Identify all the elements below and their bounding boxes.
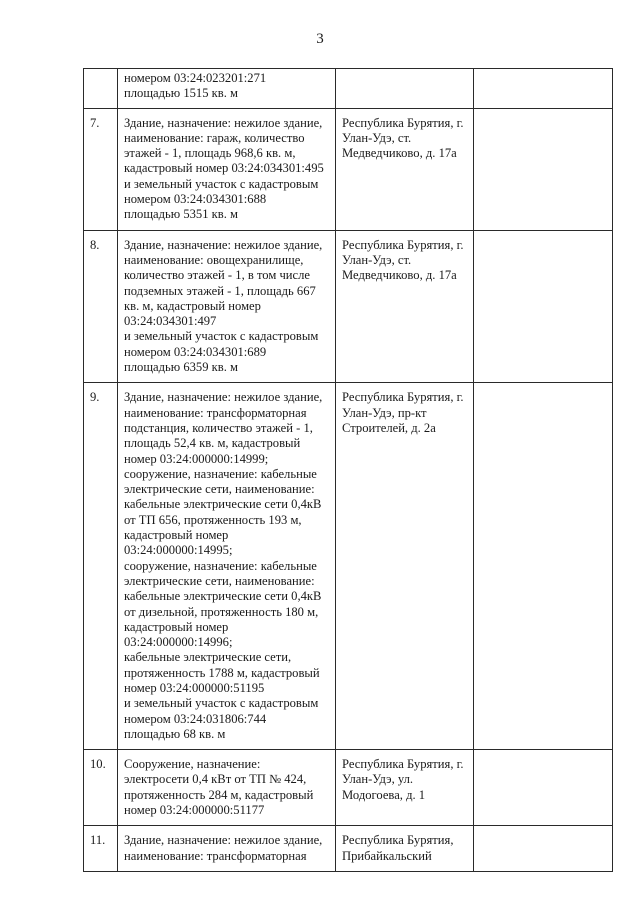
row-number: 9. [84, 383, 118, 750]
row-number [84, 69, 118, 109]
object-description: Здание, назначение: нежилое здание, наименование: трансформаторная [118, 826, 336, 872]
extra-cell [474, 383, 613, 750]
table-row [84, 750, 613, 826]
object-address: Республика Бурятия, г. Улан-Удэ, пр-кт Строителей, д. 2а [336, 383, 474, 750]
extra-cell [474, 69, 613, 109]
object-address [336, 69, 474, 109]
extra-cell [474, 108, 613, 230]
object-address: Республика Бурятия, Прибайкальский [336, 826, 474, 872]
object-description: Сооружение, назначение: электросети 0,4 кВт от ТП № 424, протяженность 284 м, кадастровый номер 03:24:000000:51177 [118, 750, 336, 826]
extra-cell [474, 750, 613, 826]
table-row [84, 383, 613, 750]
row-number: 8. [84, 230, 118, 383]
table-row [84, 230, 613, 383]
table-row [84, 108, 613, 230]
row-number: 11. [84, 826, 118, 872]
extra-cell [474, 826, 613, 872]
object-address: Республика Бурятия, г. Улан-Удэ, ст. Медведчиково, д. 17а [336, 108, 474, 230]
object-description: Здание, назначение: нежилое здание, наименование: овощехранилище, количество этажей - 1, в том числе подземных этажей - 1, площадь 667 кв. м, кадастровый номер 03:24:034301:497 и земельный участок с кадастровым номером 03:24:034301:689 площадью 6359 кв. м [118, 230, 336, 383]
row-number: 7. [84, 108, 118, 230]
property-table [83, 68, 613, 872]
table-row [84, 69, 613, 109]
object-description: номером 03:24:023201:271 площадью 1515 кв. м [118, 69, 336, 109]
table-row [84, 826, 613, 872]
object-description: Здание, назначение: нежилое здание, наименование: гараж, количество этажей - 1, площадь 968,6 кв. м, кадастровый номер 03:24:034301:495 и земельный участок с кадастровым номером 03:24:034301:688 площадью 5351 кв. м [118, 108, 336, 230]
extra-cell [474, 230, 613, 383]
object-address: Республика Бурятия, г. Улан-Удэ, ул. Модогоева, д. 1 [336, 750, 474, 826]
object-description: Здание, назначение: нежилое здание, наименование: трансформаторная подстанция, количество этажей - 1, площадь 52,4 кв. м, кадастровый номер 03:24:000000:14999; сооружение, назначение: кабельные электрические сети, наименование: кабельные электрические сети 0,4кВ от ТП 656, протяженность 193 м, кадастровый номер 03:24:000000:14995; сооружение, назначение: кабельные электрические сети, наименование: кабельные электрические сети 0,4кВ от дизельной, протяженность 180 м, кадастровый номер 03:24:000000:14996; кабельные электрические сети, протяженность 1788 м, кадастровый номер 03:24:000000:51195 и земельный участок с кадастровым номером 03:24:031806:744 площадью 68 кв. м [118, 383, 336, 750]
object-address: Республика Бурятия, г. Улан-Удэ, ст. Медведчиково, д. 17а [336, 230, 474, 383]
page-number: 3 [316, 31, 324, 47]
row-number: 10. [84, 750, 118, 826]
